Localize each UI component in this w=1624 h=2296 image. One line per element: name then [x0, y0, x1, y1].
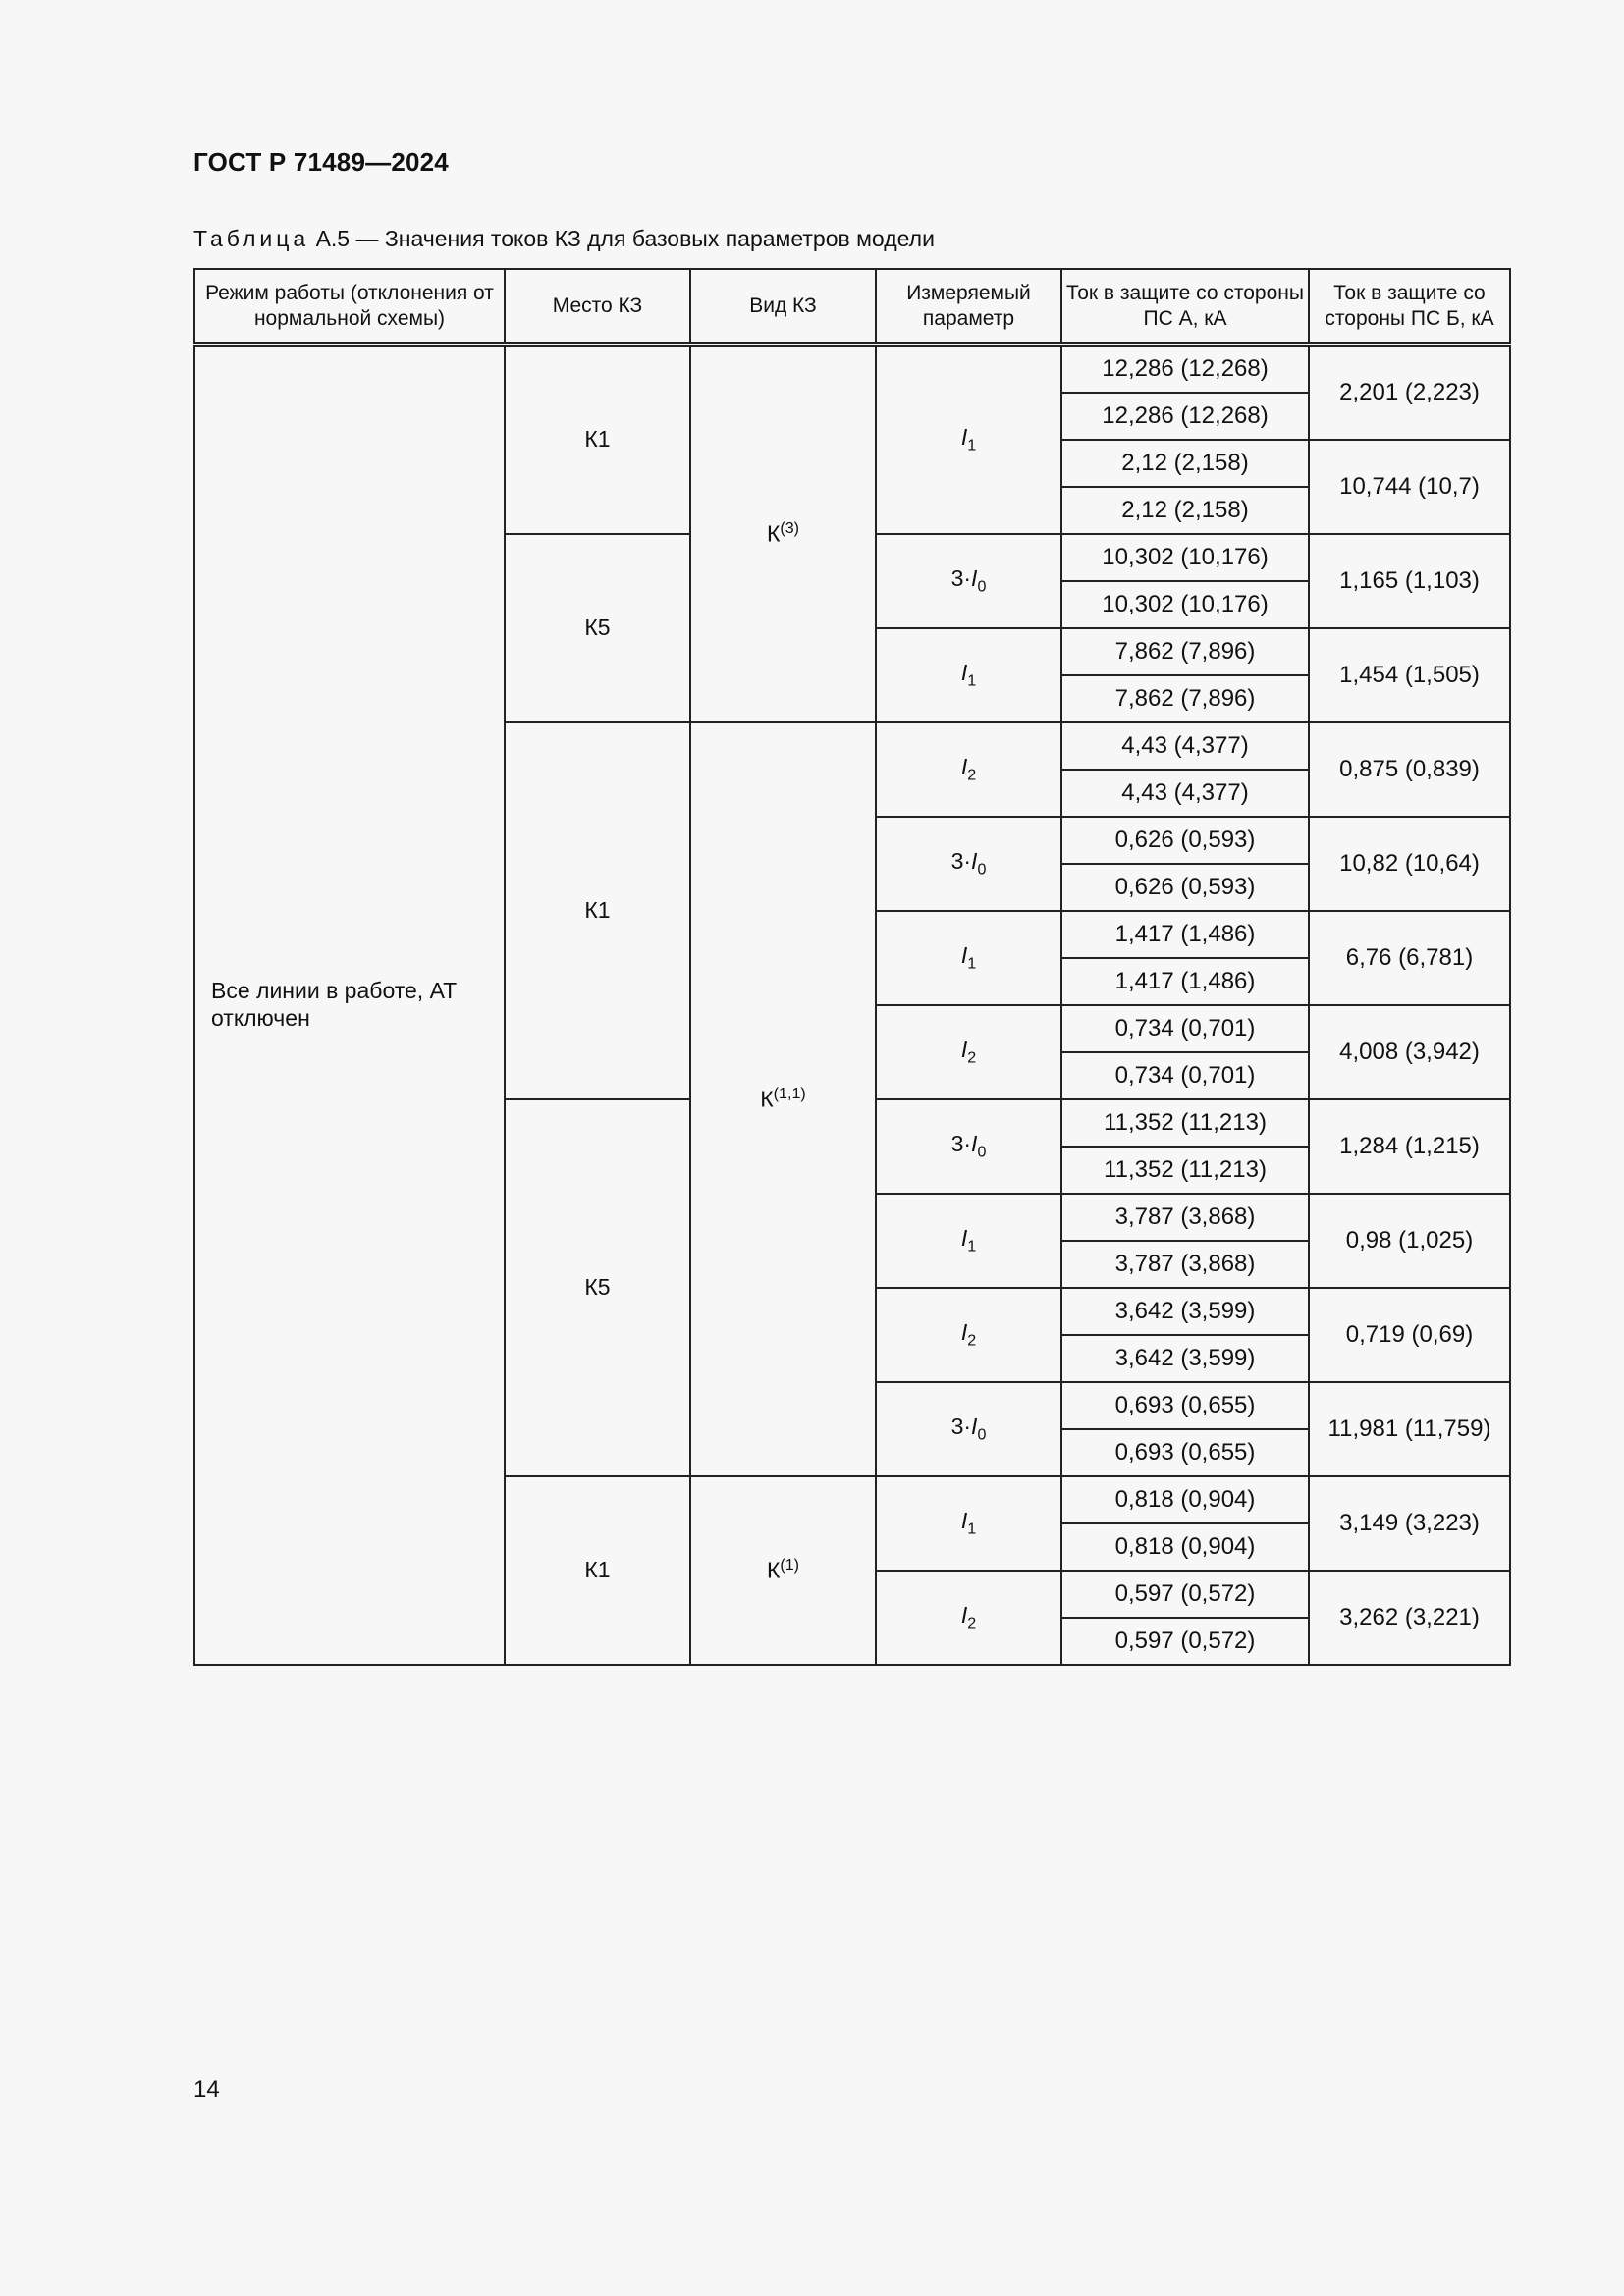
location-cell: К1	[505, 1476, 690, 1665]
fault-type-superscript: (3)	[780, 519, 800, 538]
current-a-cell: 3,787 (3,868)	[1061, 1194, 1309, 1241]
parameter-cell	[876, 1571, 1061, 1665]
parameter-prefix: 3·	[950, 848, 972, 875]
parameter-cell	[876, 817, 1061, 911]
fault-type-cell	[690, 722, 876, 1476]
parameter-prefix: 3·	[950, 565, 972, 592]
current-a-cell: 0,626 (0,593)	[1061, 817, 1309, 864]
location-cell: К1	[505, 722, 690, 1099]
parameter-symbol: I	[960, 754, 968, 780]
location-cell: К5	[505, 534, 690, 722]
current-b-cell: 1,165 (1,103)	[1309, 534, 1510, 628]
column-header-fault-type: Вид КЗ	[690, 269, 876, 345]
document-header: ГОСТ Р 71489—2024	[193, 147, 449, 177]
current-b-cell: 3,149 (3,223)	[1309, 1476, 1510, 1571]
current-a-cell: 7,862 (7,896)	[1061, 628, 1309, 675]
parameter-subscript: 0	[977, 577, 987, 596]
location-cell: К1	[505, 345, 690, 535]
current-a-cell: 11,352 (11,213)	[1061, 1147, 1309, 1194]
column-header-parameter: Измеряемый параметр	[876, 269, 1061, 345]
current-a-cell: 0,693 (0,655)	[1061, 1382, 1309, 1429]
parameter-subscript: 0	[977, 860, 987, 879]
table-caption	[193, 226, 935, 252]
parameter-cell	[876, 1382, 1061, 1476]
parameter-cell	[876, 534, 1061, 628]
current-a-cell: 0,734 (0,701)	[1061, 1005, 1309, 1052]
parameter-subscript: 2	[967, 1331, 977, 1350]
parameter-cell	[876, 722, 1061, 817]
current-b-cell: 0,98 (1,025)	[1309, 1194, 1510, 1288]
current-a-cell: 0,693 (0,655)	[1061, 1429, 1309, 1476]
current-b-cell: 1,454 (1,505)	[1309, 628, 1510, 722]
current-a-cell: 0,597 (0,572)	[1061, 1571, 1309, 1618]
fault-type-superscript: (1)	[780, 1556, 800, 1575]
parameter-subscript: 1	[967, 954, 977, 973]
current-b-cell: 0,875 (0,839)	[1309, 722, 1510, 817]
table-caption-text: А.5 — Значения токов КЗ для базовых параметров модели	[309, 226, 935, 251]
fault-type-symbol: К	[766, 521, 781, 548]
parameter-symbol: I	[960, 1225, 968, 1252]
current-a-cell: 7,862 (7,896)	[1061, 675, 1309, 722]
current-a-cell: 2,12 (2,158)	[1061, 440, 1309, 487]
parameter-subscript: 1	[967, 1520, 977, 1538]
current-b-cell: 2,201 (2,223)	[1309, 345, 1510, 441]
parameter-subscript: 2	[967, 1614, 977, 1632]
parameter-cell	[876, 1288, 1061, 1382]
parameter-symbol: I	[960, 424, 968, 451]
current-b-cell: 10,744 (10,7)	[1309, 440, 1510, 534]
current-a-cell: 12,286 (12,268)	[1061, 345, 1309, 394]
current-b-cell: 6,76 (6,781)	[1309, 911, 1510, 1005]
parameter-cell	[876, 1005, 1061, 1099]
parameter-prefix: 3·	[950, 1131, 972, 1157]
current-a-cell: 3,787 (3,868)	[1061, 1241, 1309, 1288]
parameter-cell	[876, 1194, 1061, 1288]
page-number: 14	[193, 2076, 220, 2103]
table-header-row	[194, 269, 1510, 345]
current-a-cell: 3,642 (3,599)	[1061, 1335, 1309, 1382]
fault-type-cell	[690, 1476, 876, 1665]
parameter-cell	[876, 1476, 1061, 1571]
short-circuit-currents-table	[193, 268, 1511, 1666]
parameter-subscript: 0	[977, 1425, 987, 1444]
current-a-cell: 0,597 (0,572)	[1061, 1618, 1309, 1665]
current-b-cell: 1,284 (1,215)	[1309, 1099, 1510, 1194]
current-a-cell: 10,302 (10,176)	[1061, 581, 1309, 628]
parameter-symbol: I	[971, 565, 978, 592]
fault-type-cell	[690, 345, 876, 723]
current-b-cell: 4,008 (3,942)	[1309, 1005, 1510, 1099]
column-header-current-b: Ток в защите со стороны ПС Б, кА	[1309, 269, 1510, 345]
current-b-cell: 10,82 (10,64)	[1309, 817, 1510, 911]
parameter-subscript: 1	[967, 436, 977, 454]
parameter-cell	[876, 628, 1061, 722]
parameter-symbol: I	[960, 1508, 968, 1534]
current-a-cell: 1,417 (1,486)	[1061, 911, 1309, 958]
parameter-symbol: I	[960, 1602, 968, 1629]
current-a-cell: 4,43 (4,377)	[1061, 770, 1309, 817]
current-a-cell: 0,734 (0,701)	[1061, 1052, 1309, 1099]
current-a-cell: 3,642 (3,599)	[1061, 1288, 1309, 1335]
parameter-symbol: I	[971, 1131, 978, 1157]
parameter-subscript: 1	[967, 671, 977, 690]
column-header-current-a: Ток в защите со стороны ПС А, кА	[1061, 269, 1309, 345]
table-caption-prefix: Таблица	[193, 226, 310, 251]
current-a-cell: 11,352 (11,213)	[1061, 1099, 1309, 1147]
current-a-cell: 10,302 (10,176)	[1061, 534, 1309, 581]
fault-type-superscript: (1,1)	[773, 1085, 806, 1103]
parameter-cell	[876, 1099, 1061, 1194]
parameter-subscript: 1	[967, 1237, 977, 1255]
parameter-prefix: 3·	[950, 1414, 972, 1440]
current-b-cell: 0,719 (0,69)	[1309, 1288, 1510, 1382]
fault-type-symbol: К	[760, 1087, 774, 1113]
parameter-symbol: I	[960, 660, 968, 686]
location-cell: К5	[505, 1099, 690, 1476]
parameter-symbol: I	[971, 1414, 978, 1440]
current-a-cell: 12,286 (12,268)	[1061, 393, 1309, 440]
parameter-symbol: I	[960, 1037, 968, 1063]
current-a-cell: 4,43 (4,377)	[1061, 722, 1309, 770]
parameter-symbol: I	[960, 942, 968, 969]
current-a-cell: 2,12 (2,158)	[1061, 487, 1309, 534]
parameter-symbol: I	[971, 848, 978, 875]
parameter-subscript: 0	[977, 1143, 987, 1161]
parameter-symbol: I	[960, 1319, 968, 1346]
current-b-cell: 3,262 (3,221)	[1309, 1571, 1510, 1665]
fault-type-symbol: К	[766, 1558, 781, 1584]
current-a-cell: 0,818 (0,904)	[1061, 1523, 1309, 1571]
mode-cell: Все линии в работе, АТ отключен	[194, 345, 505, 1666]
current-b-cell: 11,981 (11,759)	[1309, 1382, 1510, 1476]
table-row	[194, 345, 1510, 394]
table-body	[194, 345, 1510, 1666]
parameter-cell	[876, 345, 1061, 535]
column-header-location: Место КЗ	[505, 269, 690, 345]
parameter-subscript: 2	[967, 1048, 977, 1067]
current-a-cell: 0,818 (0,904)	[1061, 1476, 1309, 1523]
column-header-mode: Режим работы (отклонения от нормальной схемы)	[194, 269, 505, 345]
current-a-cell: 1,417 (1,486)	[1061, 958, 1309, 1005]
current-a-cell: 0,626 (0,593)	[1061, 864, 1309, 911]
parameter-cell	[876, 911, 1061, 1005]
parameter-subscript: 2	[967, 766, 977, 784]
